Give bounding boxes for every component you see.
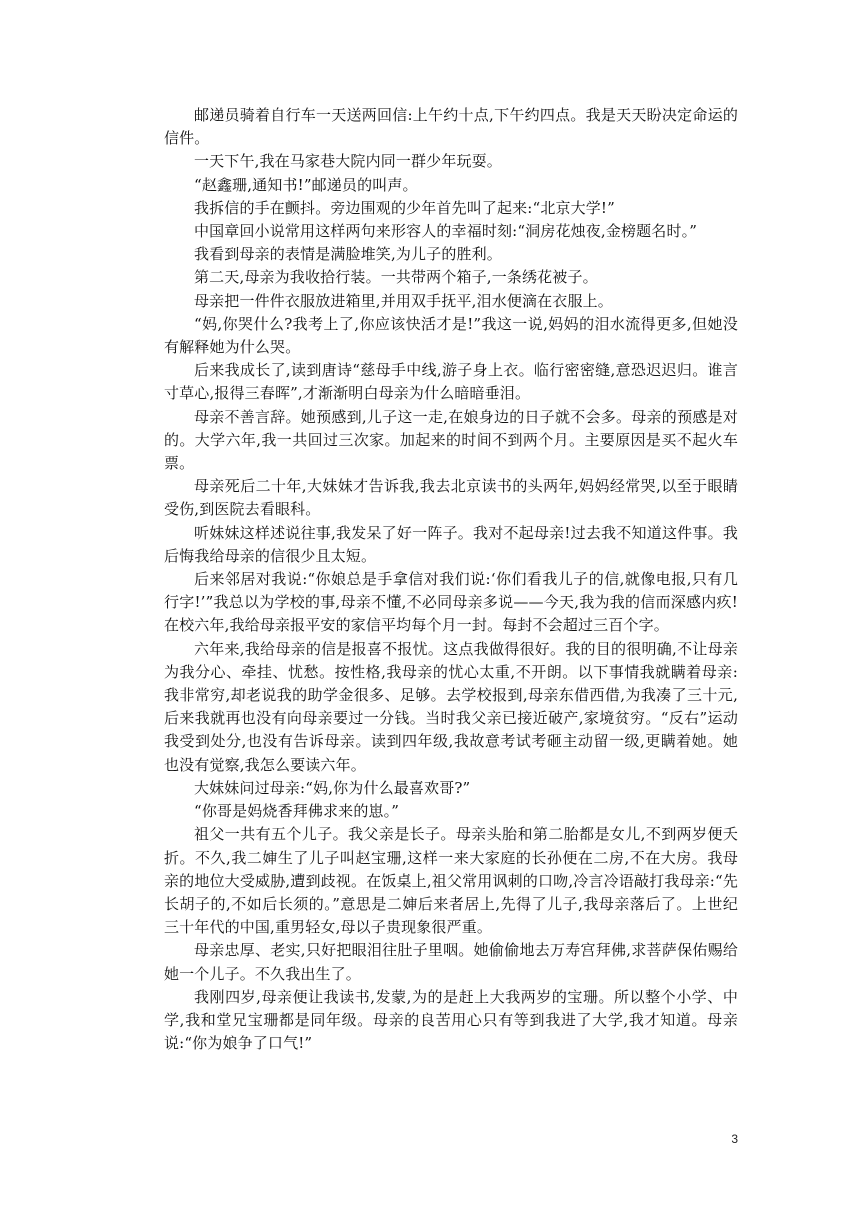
paragraph: 母亲忠厚、老实,只好把眼泪往肚子里咽。她偷偷地去万寿宫拜佛,求菩萨保佑赐给她一个儿子。不久我出生了。	[164, 941, 738, 983]
paragraph: 听妹妹这样述说往事,我发呆了好一阵子。我对不起母亲!过去我不知道这件事。我后悔我给母亲的信很少且太短。	[164, 523, 738, 565]
paragraph: 母亲把一件件衣服放进箱里,并用双手抚平,泪水便滴在衣服上。	[194, 291, 613, 310]
paragraph: 大妹妹问过母亲:“妈,你为什么最喜欢哥?”	[194, 778, 471, 797]
paragraph: 六年来,我给母亲的信是报喜不报忧。这点我做得很好。我的目的很明确,不让母亲为我分心、牵挂、忧愁。按性格,我母亲的忧心太重,不开朗。以下事情我就瞒着母亲:我非常穷,却老说我的助学金很多、足够。去学校报到,母亲东借西借,为我凑了三十元,后来我就再也没有向母亲要过一分钱。当时我父亲已接近破产,家境贫穷。“反右”运动我受到处分,也没有告诉母亲。读到四年级,我故意考试考砸主动留一级,更瞒着她。她也没有觉察,我怎么要读六年。	[164, 639, 738, 774]
paragraph: “你哥是妈烧香拜佛求来的崽。”	[194, 802, 400, 821]
paragraph: 祖父一共有五个儿子。我父亲是长子。母亲头胎和第二胎都是女儿,不到两岁便夭折。不久,我二婶生了儿子叫赵宝珊,这样一来大家庭的长孙便在二房,不在大房。我母亲的地位大受威胁,遭到歧视。在饭桌上,祖父常用讽刺的口吻,冷言冷语敲打我母亲:“先长胡子的,不如后长须的。”意思是二婶后来者居上,先得了儿子,我母亲落后了。上世纪三十年代的中国,重男轻女,母以子贵现象很严重。	[164, 825, 738, 937]
paragraph: 我看到母亲的表情是满脸堆笑,为儿子的胜利。	[194, 245, 502, 264]
paragraph: 母亲不善言辞。她预感到,儿子这一走,在娘身边的日子就不会多。母亲的预感是对的。大学六年,我一共回过三次家。加起来的时间不到两个月。主要原因是买不起火车票。	[164, 407, 738, 473]
article-body	[164, 104, 738, 1055]
paragraph: 第二天,母亲为我收拾行装。一共带两个箱子,一条绣花被子。	[194, 268, 598, 287]
paragraph: 邮递员骑着自行车一天送两回信:上午约十点,下午约四点。我是天天盼决定命运的信件。	[164, 106, 738, 148]
paragraph: 后来邻居对我说:“你娘总是手拿信对我们说:‘你们看我儿子的信,就像电报,只有几行字!’”我总以为学校的事,母亲不懂,不必同母亲多说——今天,我为我的信而深感内疚!在校六年,我给母亲报平安的家信平均每个月一封。每封不会超过三百个字。	[164, 570, 738, 635]
paragraph: 后来我成长了,读到唐诗“慈母手中线,游子身上衣。临行密密缝,意恐迟迟归。谁言寸草心,报得三春晖”,才渐渐明白母亲为什么暗暗垂泪。	[164, 361, 738, 403]
paragraph: 母亲死后二十年,大妹妹才告诉我,我去北京读书的头两年,妈妈经常哭,以至于眼睛受伤,到医院去看眼科。	[164, 477, 738, 519]
page-number: 3	[731, 1132, 738, 1146]
paragraph: “妈,你哭什么?我考上了,你应该快活才是!”我这一说,妈妈的泪水流得更多,但她没有解释她为什么哭。	[164, 314, 738, 357]
paragraph: 一天下午,我在马家巷大院内同一群少年玩耍。	[194, 152, 502, 171]
paragraph: 我刚四岁,母亲便让我读书,发蒙,为的是赶上大我两岁的宝珊。所以整个小学、中学,我和堂兄宝珊都是同年级。母亲的良苦用心只有等到我进了大学,我才知道。母亲说:“你为娘争了口气!”	[164, 987, 738, 1053]
paragraph: “赵鑫珊,通知书!”邮递员的叫声。	[194, 175, 418, 194]
paragraph: 我拆信的手在颤抖。旁边围观的少年首先叫了起来:“北京大学!”	[194, 198, 615, 217]
paragraph: 中国章回小说常用这样两句来形容人的幸福时刻:“洞房花烛夜,金榜题名时。”	[194, 222, 698, 241]
